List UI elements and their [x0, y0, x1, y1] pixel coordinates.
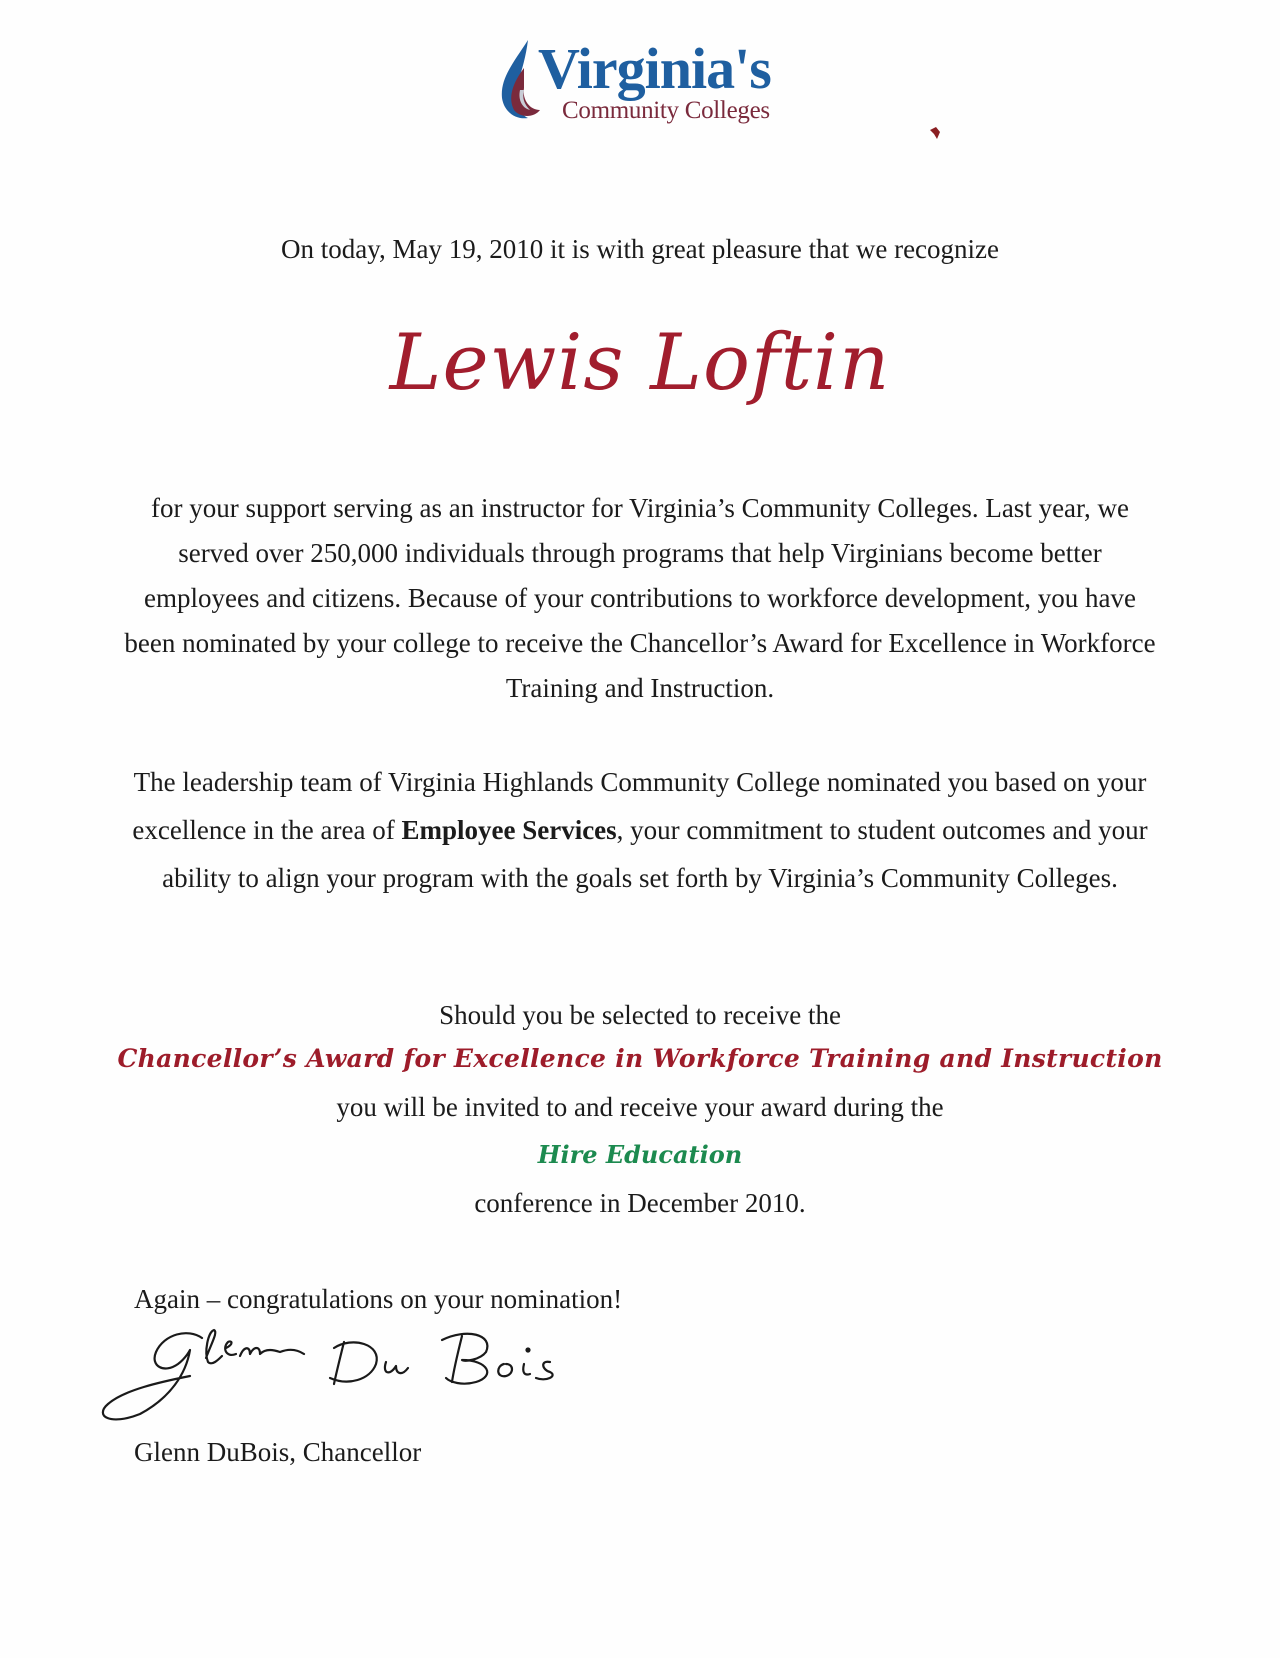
award-name: Chancellor’s Award for Excellence in Workforce Training and Instruction: [117, 1044, 1163, 1073]
intro-line: On today, May 19, 2010 it is with great pleasure that we recognize: [280, 234, 1000, 264]
vccs-logo: [494, 38, 784, 138]
logo-name: Virginia's: [538, 36, 771, 101]
conference-date: conference in December 2010.: [474, 1188, 806, 1218]
logo-subtitle: Community Colleges: [562, 97, 770, 124]
paragraph-nomination: [120, 758, 1160, 902]
paragraph-recognition: for your support serving as an instructor for Virginia’s Community Colleges. Last year, we served over 250,000 individuals through programs that help Virginians become better employees and citizens. Because of your contributions to workforce development, you have been nominated by your college to receive the Chancellor’s Award for Excellence in Workforce Training and Instruction.: [124, 493, 1156, 703]
ink-mark: [928, 126, 942, 140]
signer-name-title: Glenn DuBois, Chancellor: [134, 1437, 422, 1467]
nomination-area: Employee Services: [401, 815, 617, 845]
handwritten-signature: [90, 1318, 630, 1426]
closing-line: Again – congratulations on your nomination!: [134, 1284, 623, 1314]
selected-line: Should you be selected to receive the: [439, 1000, 841, 1030]
recipient-name: Lewis Loftin: [389, 318, 891, 408]
conference-name: Hire Education: [537, 1140, 743, 1169]
paragraph-nomination-end: , your commitment to student outcomes and your ability to align your program with the goals set forth by Virginia’s Community Colleges.: [162, 815, 1148, 893]
paragraph-nomination-start: The leadership team of Virginia Highlands Community College nominated you based on your excellence in the area of: [132, 767, 1147, 845]
invited-line: you will be invited to and receive your award during the: [336, 1092, 944, 1122]
